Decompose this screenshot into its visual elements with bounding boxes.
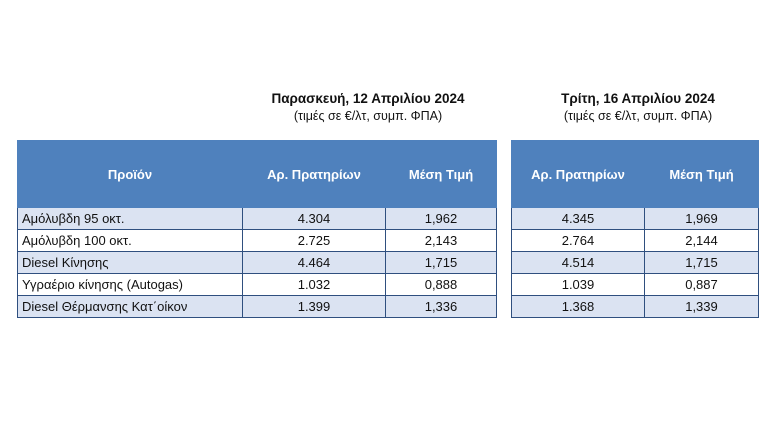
right-date-heading (518, 90, 758, 125)
column-header-avg-price: Μέση Τιμή (386, 141, 497, 208)
table-row (18, 230, 497, 252)
product-cell: Αμόλυβδη 100 οκτ. (18, 230, 243, 252)
stations-cell: 2.764 (512, 230, 645, 252)
table-row (18, 296, 497, 318)
table-row (512, 296, 759, 318)
price-cell: 0,888 (386, 274, 497, 296)
price-cell: 1,715 (645, 252, 759, 274)
price-cell: 1,336 (386, 296, 497, 318)
price-cell: 1,715 (386, 252, 497, 274)
stations-cell: 1.399 (243, 296, 386, 318)
table-row (512, 230, 759, 252)
table-row (512, 274, 759, 296)
price-cell: 1,962 (386, 208, 497, 230)
stations-cell: 1.032 (243, 274, 386, 296)
column-header-product: Προϊόν (18, 141, 243, 208)
stations-cell: 1.368 (512, 296, 645, 318)
left-date: Παρασκευή, 12 Απριλίου 2024 (271, 91, 465, 106)
stations-cell: 4.304 (243, 208, 386, 230)
price-cell: 2,143 (386, 230, 497, 252)
column-header-stations: Αρ. Πρατηρίων (243, 141, 386, 208)
table-row (18, 274, 497, 296)
table-row (512, 252, 759, 274)
stations-cell: 1.039 (512, 274, 645, 296)
price-cell: 1,339 (645, 296, 759, 318)
table-row (512, 208, 759, 230)
product-cell: Diesel Θέρμανσης Κατ΄οίκον (18, 296, 243, 318)
stations-cell: 4.345 (512, 208, 645, 230)
stations-cell: 4.514 (512, 252, 645, 274)
left-date-heading (238, 90, 498, 125)
stations-cell: 2.725 (243, 230, 386, 252)
product-cell: Υγραέριο κίνησης (Autogas) (18, 274, 243, 296)
right-price-table (511, 140, 759, 318)
table-row (18, 208, 497, 230)
product-cell: Diesel Κίνησης (18, 252, 243, 274)
price-cell: 2,144 (645, 230, 759, 252)
table-header-row (512, 141, 759, 208)
left-price-table (17, 140, 497, 318)
table-header-row (18, 141, 497, 208)
left-price-note: (τιμές σε €/λτ, συμπ. ΦΠΑ) (293, 109, 443, 124)
price-cell: 1,969 (645, 208, 759, 230)
column-header-stations: Αρ. Πρατηρίων (512, 141, 645, 208)
price-cell: 0,887 (645, 274, 759, 296)
product-cell: Αμόλυβδη 95 οκτ. (18, 208, 243, 230)
column-header-avg-price: Μέση Τιμή (645, 141, 759, 208)
table-row (18, 252, 497, 274)
stations-cell: 4.464 (243, 252, 386, 274)
right-price-note: (τιμές σε €/λτ, συμπ. ΦΠΑ) (563, 109, 713, 124)
right-date: Τρίτη, 16 Απριλίου 2024 (561, 91, 715, 106)
